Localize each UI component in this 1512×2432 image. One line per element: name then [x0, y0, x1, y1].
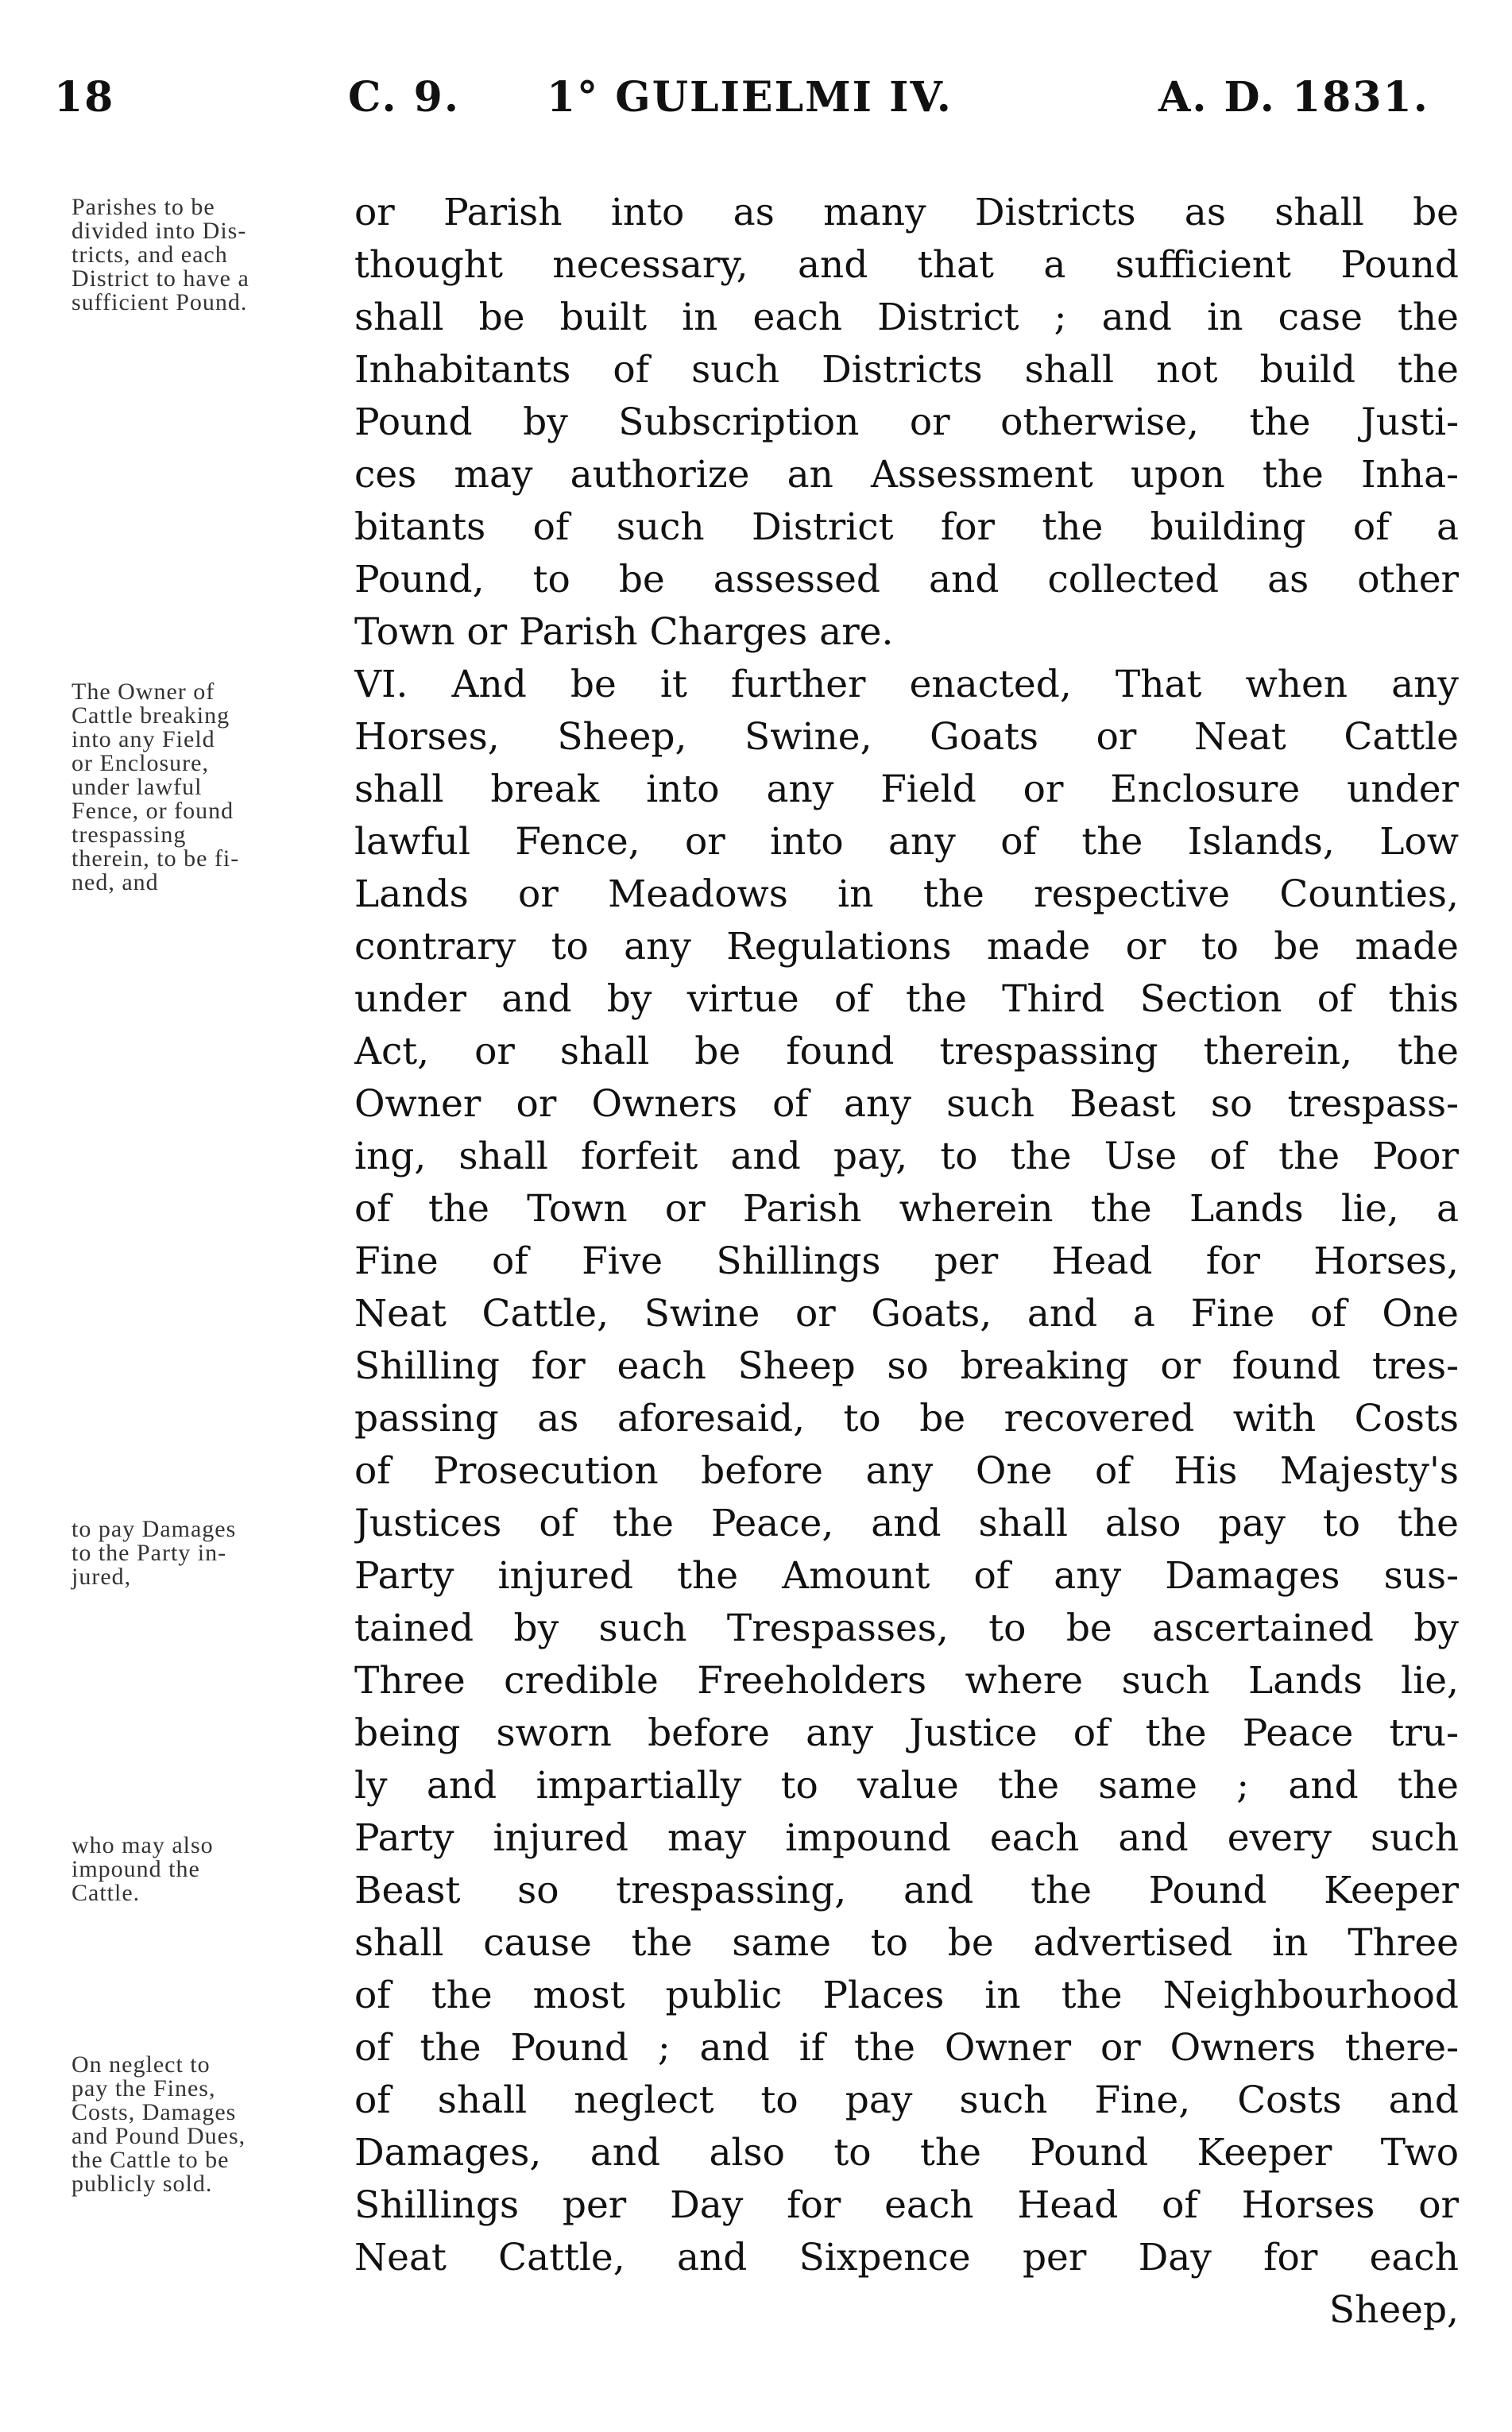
body-line: of the Pound ; and if the Owner or Owners there- — [354, 2026, 1459, 2070]
body-line: thought necessary, and that a sufficient Pound — [354, 243, 1459, 287]
body-line: lawful Fence, or into any of the Islands, Low — [354, 820, 1459, 864]
statute-body-text — [354, 187, 1459, 2337]
body-line: Beast so trespassing, and the Pound Keeper — [354, 1869, 1459, 1912]
body-line: Pound, to be assessed and collected as other — [354, 558, 1459, 601]
body-line: shall cause the same to be advertised in Three — [354, 1921, 1459, 1965]
body-line: shall be built in each District ; and in case the — [354, 296, 1459, 339]
chapter-number: C. 9. — [348, 73, 460, 122]
body-line: bitants of such District for the building of a — [354, 505, 1459, 549]
margin-note: The Owner of Cattle breaking into any Field or Enclosure, under lawful Fence, or found trespassing therein, to be fi- ned, and — [72, 679, 240, 895]
body-line: Justices of the Peace, and shall also pay to the — [354, 1502, 1459, 1545]
body-line: of the most public Places in the Neighbourhood — [354, 1974, 1459, 2017]
catchword: Sheep, — [1328, 2288, 1459, 2332]
body-line: Shilling for each Sheep so breaking or found tres- — [354, 1344, 1459, 1388]
page-number: 18 — [54, 73, 115, 122]
section-heading-line: VI. And be it further enacted, That when any — [354, 663, 1459, 706]
body-line: Pound by Subscription or otherwise, the Justi- — [354, 400, 1459, 444]
anno-domini-year: A. D. 1831. — [1158, 73, 1429, 122]
body-line: Act, or shall be found trespassing therein, the — [354, 1030, 1459, 1073]
body-line: Damages, and also to the Pound Keeper Two — [354, 2131, 1459, 2175]
body-line: of the Town or Parish wherein the Lands lie, a — [354, 1187, 1459, 1231]
body-line: contrary to any Regulations made or to be made — [354, 925, 1459, 969]
body-line: Owner or Owners of any such Beast so trespass- — [354, 1082, 1459, 1126]
margin-note: On neglect to pay the Fines, Costs, Damages and Pound Dues, the Cattle to be publicly sold. — [72, 2051, 246, 2197]
body-line: of shall neglect to pay such Fine, Costs and — [354, 2078, 1459, 2122]
body-line: shall break into any Field or Enclosure under — [354, 767, 1459, 811]
margin-note: who may also impound the Cattle. — [72, 1832, 214, 1906]
body-line: Inhabitants of such Districts shall not build the — [354, 348, 1459, 392]
body-line: Horses, Sheep, Swine, Goats or Neat Cattle — [354, 715, 1459, 759]
body-line: ing, shall forfeit and pay, to the Use of the Poor — [354, 1135, 1459, 1178]
body-line: Town or Parish Charges are. — [354, 610, 894, 654]
body-line: passing as aforesaid, to be recovered with Costs — [354, 1397, 1459, 1440]
margin-note: Parishes to be divided into Dis- tricts, and each District to have a sufficient Pound. — [72, 194, 249, 315]
margin-note: to pay Damages to the Party in- jured, — [72, 1516, 237, 1590]
body-line: Neat Cattle, and Sixpence per Day for each — [354, 2236, 1459, 2279]
body-line: Lands or Meadows in the respective Counties, — [354, 872, 1459, 916]
body-line: of Prosecution before any One of His Majesty's — [354, 1449, 1459, 1493]
body-line: Shillings per Day for each Head of Horses or — [354, 2183, 1459, 2227]
body-line: ces may authorize an Assessment upon the Inha- — [354, 453, 1459, 497]
body-line: Neat Cattle, Swine or Goats, and a Fine of One — [354, 1292, 1459, 1336]
body-line: ly and impartially to value the same ; and the — [354, 1764, 1459, 1808]
regnal-year: 1° GULIELMI IV. — [547, 73, 953, 122]
body-line: Party injured may impound each and every such — [354, 1816, 1459, 1860]
body-line: Party injured the Amount of any Damages sus- — [354, 1554, 1459, 1598]
body-line: tained by such Trespasses, to be ascertained by — [354, 1607, 1459, 1650]
body-line: Three credible Freeholders where such Lands lie, — [354, 1659, 1459, 1703]
running-header — [54, 73, 1468, 137]
body-line: Fine of Five Shillings per Head for Horses, — [354, 1239, 1459, 1283]
body-line: being sworn before any Justice of the Peace tru- — [354, 1711, 1459, 1755]
body-line: under and by virtue of the Third Section of this — [354, 977, 1459, 1021]
body-line: or Parish into as many Districts as shall be — [354, 191, 1459, 234]
